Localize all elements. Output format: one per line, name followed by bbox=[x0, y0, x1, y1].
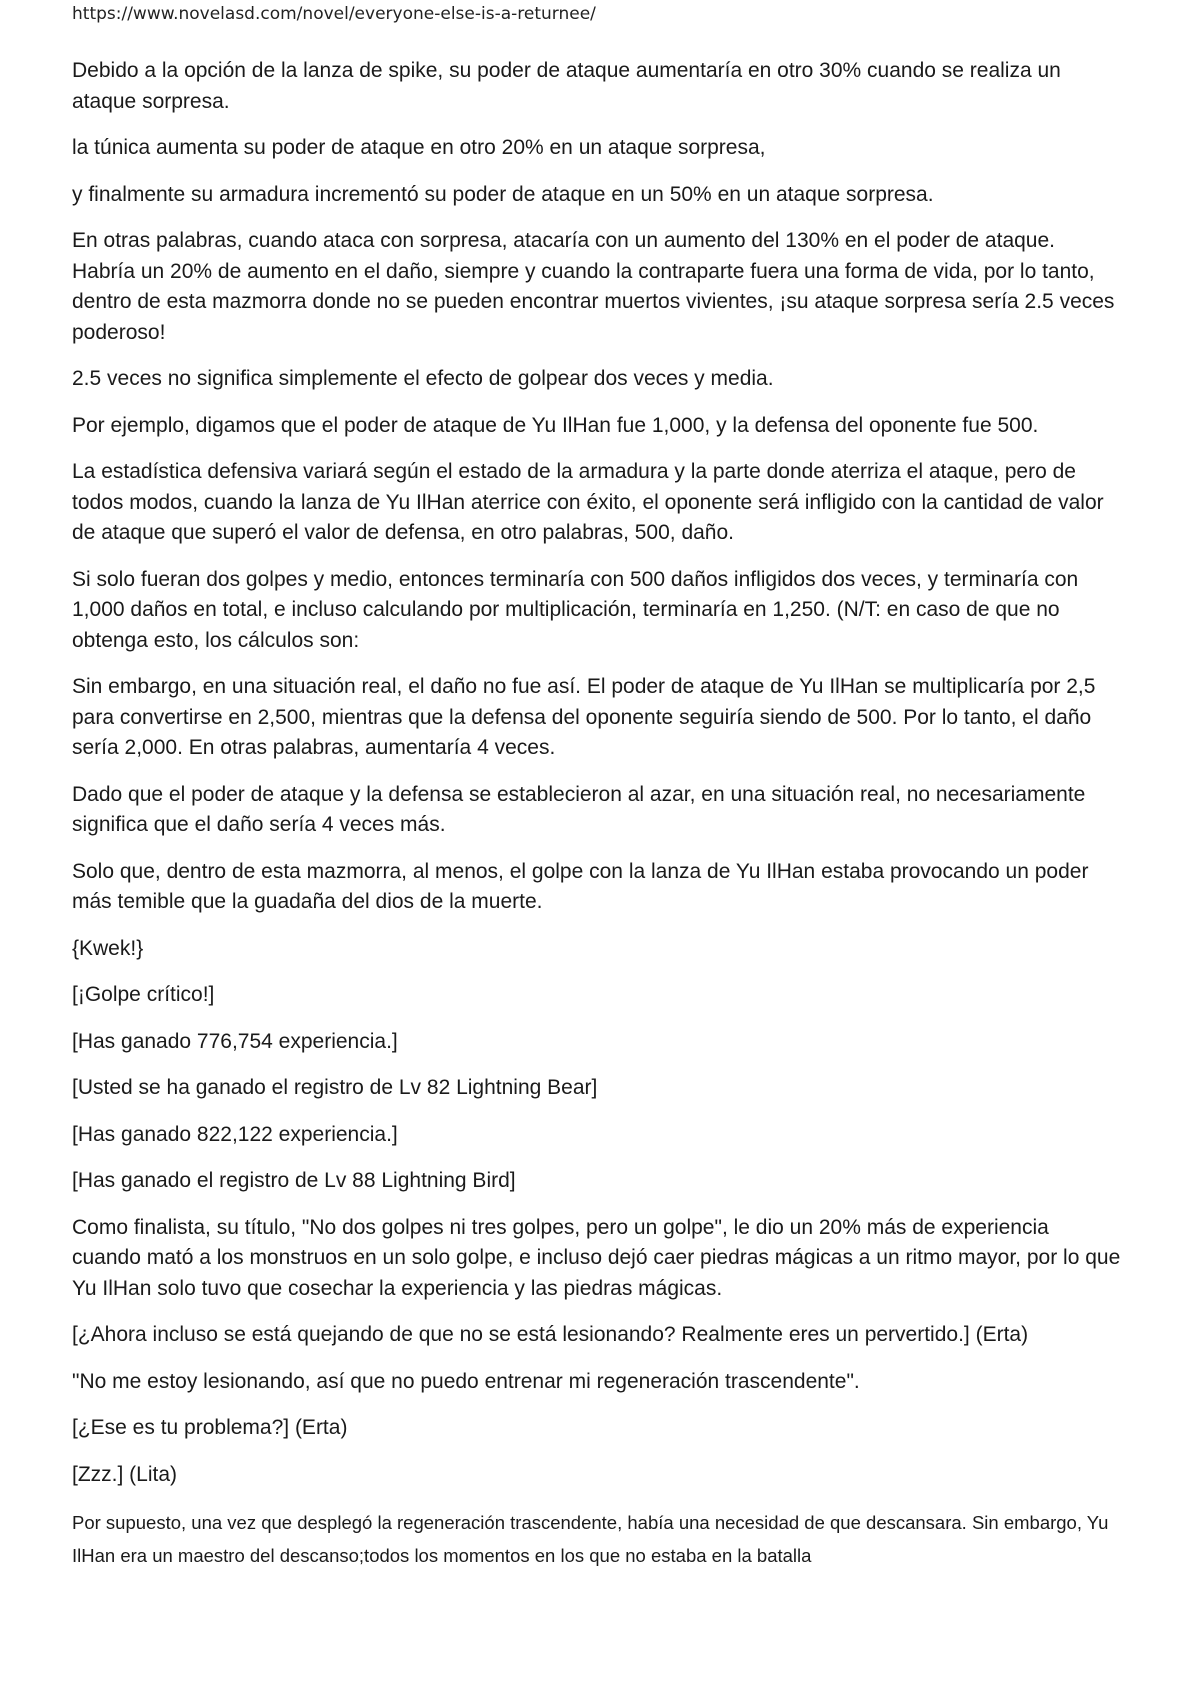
paragraph: La estadística defensiva variará según el estado de la armadura y la parte donde aterriza el ataque, pero de todos modos, cuando la lanza de Yu IlHan aterrice con éxito, el oponente será infligido con la cantidad de valor de ataque que superó el valor de defensa, en otro palabras, 500, daño. bbox=[72, 460, 1104, 544]
paragraph: Como finalista, su título, "No dos golpes ni tres golpes, pero un golpe", le dio un 20% más de experiencia cuando mató a los monstruos en un solo golpe, e incluso dejó caer piedras mágicas a un ritmo mayor, por lo que Yu IlHan solo tuvo que cosechar la experiencia y las piedras mágicas. bbox=[72, 1215, 1121, 1300]
paragraph: [Zzz.] (Lita) bbox=[72, 1462, 178, 1486]
document-body bbox=[72, 56, 1122, 1588]
paragraph: Debido a la opción de la lanza de spike, su poder de ataque aumentaría en otro 30% cuando se realiza un ataque sorpresa. bbox=[72, 59, 1061, 113]
paragraph: [Has ganado el registro de Lv 88 Lightning Bird] bbox=[72, 1169, 516, 1192]
paragraph: {Kwek!} bbox=[72, 936, 144, 960]
paragraph: "No me estoy lesionando, así que no puedo entrenar mi regeneración trascendente". bbox=[72, 1369, 860, 1393]
paragraph: [¿Ahora incluso se está quejando de que no se está lesionando? Realmente eres un pervertido.] (Erta) bbox=[72, 1323, 1029, 1346]
paragraph: Por ejemplo, digamos que el poder de ataque de Yu IlHan fue 1,000, y la defensa del oponente fue 500. bbox=[72, 413, 1039, 437]
paragraph: [¿Ese es tu problema?] (Erta) bbox=[72, 1416, 348, 1439]
paragraph: Solo que, dentro de esta mazmorra, al menos, el golpe con la lanza de Yu IlHan estaba provocando un poder más temible que la guadaña del dios de la muerte. bbox=[72, 859, 1089, 913]
paragraph: En otras palabras, cuando ataca con sorpresa, atacaría con un aumento del 130% en el poder de ataque. Habría un 20% de aumento en el daño, siempre y cuando la contraparte fuera una forma de vida, por lo tanto, dentro de esta mazmorra donde no se pueden encontrar muertos vivientes, ¡su ataque sorpresa sería 2.5 veces poderoso! bbox=[72, 229, 1115, 344]
paragraph: [¡Golpe crítico!] bbox=[72, 983, 215, 1006]
paragraph: Por supuesto, una vez que desplegó la regeneración trascendente, había una necesidad de que descansara. Sin embargo, Yu IlHan era un maestro del descanso;todos los momentos en los que no estaba en la batalla bbox=[72, 1512, 1109, 1566]
paragraph: 2.5 veces no significa simplemente el efecto de golpear dos veces y media. bbox=[72, 367, 774, 390]
page-url: https://www.novelasd.com/novel/everyone-else-is-a-returnee/ bbox=[72, 4, 596, 24]
paragraph: [Usted se ha ganado el registro de Lv 82 Lightning Bear] bbox=[72, 1076, 598, 1099]
paragraph: Dado que el poder de ataque y la defensa se establecieron al azar, en una situación real, no necesariamente significa que el daño sería 4 veces más. bbox=[72, 782, 1086, 836]
paragraph: Si solo fueran dos golpes y medio, entonces terminaría con 500 daños infligidos dos veces, y terminaría con 1,000 daños en total, e incluso calculando por multiplicación, terminaría en 1,250. (N/T: en caso de que no obtenga esto, los cálculos son: bbox=[72, 567, 1079, 652]
paragraph: [Has ganado 776,754 experiencia.] bbox=[72, 1029, 398, 1053]
paragraph: la túnica aumenta su poder de ataque en otro 20% en un ataque sorpresa, bbox=[72, 136, 766, 159]
paragraph: y finalmente su armadura incrementó su poder de ataque en un 50% en un ataque sorpresa. bbox=[72, 182, 934, 206]
paragraph: Sin embargo, en una situación real, el daño no fue así. El poder de ataque de Yu IlHan se multiplicaría por 2,5 para convertirse en 2,500, mientras que la defensa del oponente seguiría siendo de 500. Por lo tanto, el daño sería 2,000. En otras palabras, aumentaría 4 veces. bbox=[72, 675, 1096, 759]
paragraph: [Has ganado 822,122 experiencia.] bbox=[72, 1122, 398, 1146]
